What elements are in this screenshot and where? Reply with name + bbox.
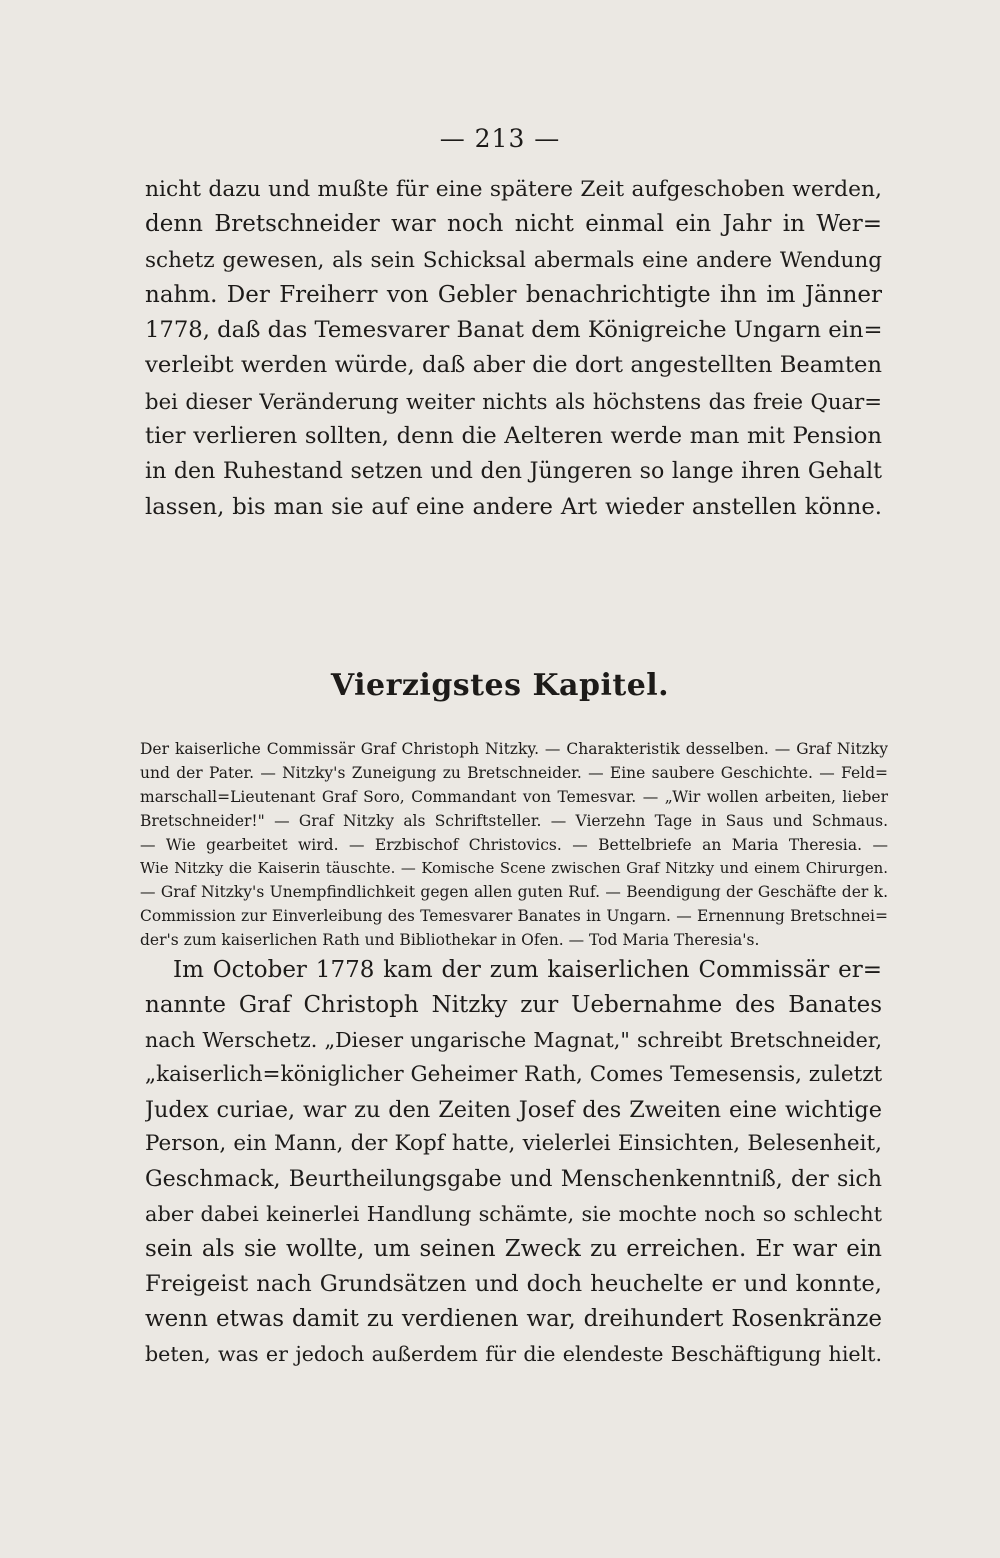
text-line: nach Werschetz. „Dieser ungarische Magnat," schreibt Bretschneider, xyxy=(145,1027,882,1052)
chapter-heading: Vierzigstes Kapitel. xyxy=(330,668,670,703)
page-number: — 213 — xyxy=(439,124,561,153)
chapter-summary xyxy=(140,738,888,953)
text-line: Im October 1778 kam der zum kaiserlichen Commissär er= xyxy=(173,957,882,983)
text-line: sein als sie wollte, um seinen Zweck zu erreichen. Er war ein xyxy=(145,1236,882,1263)
summary-line: der's zum kaiserlichen Rath und Bibliothekar in Ofen. — Tod Maria Theresia's. xyxy=(140,931,760,950)
text-line: in den Ruhestand setzen und den Jüngeren so lange ihren Gehalt xyxy=(145,458,882,485)
text-line: aber dabei keinerlei Handlung schämte, sie mochte noch so schlecht xyxy=(145,1202,882,1227)
text-line: bei dieser Veränderung weiter nichts als höchstens das freie Quar= xyxy=(145,388,882,414)
summary-line: und der Pater. — Nitzky's Zuneigung zu Bretschneider. — Eine saubere Geschichte. — Feld= xyxy=(140,763,888,782)
text-line: „kaiserlich=königlicher Geheimer Rath, Comes Temesensis, zuletzt xyxy=(145,1061,882,1087)
text-line: nicht dazu und mußte für eine spätere Zeit aufgeschoben werden, xyxy=(145,177,882,202)
summary-line: — Wie gearbeitet wird. — Erzbischof Christovics. — Bettelbriefe an Maria Theresia. — xyxy=(140,835,888,854)
text-line: Geschmack, Beurtheilungsgabe und Menschenkenntniß, der sich xyxy=(145,1166,882,1193)
text-line: nannte Graf Christoph Nitzky zur Uebernahme des Banates xyxy=(145,991,882,1018)
summary-line: Der kaiserliche Commissär Graf Christoph Nitzky. — Charakteristik desselben. — Graf Nitzky xyxy=(140,740,888,758)
text-line: schetz gewesen, als sein Schicksal abermals eine andere Wendung xyxy=(145,247,882,273)
text-line: nahm. Der Freiherr von Gebler benachrichtigte ihn im Jänner xyxy=(145,281,882,308)
text-line: 1778, daß das Temesvarer Banat dem Königreiche Ungarn ein= xyxy=(145,317,882,344)
paragraph-continued xyxy=(145,172,882,525)
chapter-body-paragraph xyxy=(145,953,882,1372)
summary-line: Commission zur Einverleibung des Temesvarer Banates in Ungarn. — Ernennung Bretschnei= xyxy=(140,907,888,926)
summary-line: — Graf Nitzky's Unempfindlichkeit gegen allen guten Ruf. — Beendigung der Geschäfte der k. xyxy=(140,883,888,902)
text-line: verleibt werden würde, daß aber die dort angestellten Beamten xyxy=(145,352,882,379)
text-line: denn Bretschneider war noch nicht einmal ein Jahr in Wer= xyxy=(145,211,882,238)
text-line: beten, was er jedoch außerdem für die elendeste Beschäftigung hielt. xyxy=(145,1341,882,1366)
text-line: Person, ein Mann, der Kopf hatte, vielerlei Einsichten, Belesenheit, xyxy=(145,1131,882,1157)
summary-line: marschall=Lieutenant Graf Soro, Commandant von Temesvar. — „Wir wollen arbeiten, lieber xyxy=(140,787,888,806)
text-line: lassen, bis man sie auf eine andere Art wieder anstellen könne. xyxy=(145,493,882,520)
text-line: Judex curiae, war zu den Zeiten Josef des Zweiten eine wichtige xyxy=(145,1096,882,1123)
text-line: tier verlieren sollten, denn die Aelteren werde man mit Pension xyxy=(145,423,882,450)
summary-line: Wie Nitzky die Kaiserin täuschte. — Komische Scene zwischen Graf Nitzky und einem Chirurgen. xyxy=(140,859,888,878)
summary-line: Bretschneider!" — Graf Nitzky als Schriftsteller. — Vierzehn Tage in Saus und Schmaus. xyxy=(140,811,888,830)
text-line: Freigeist nach Grundsätzen und doch heuchelte er und konnte, xyxy=(145,1271,882,1298)
text-line: wenn etwas damit zu verdienen war, dreihundert Rosenkränze xyxy=(145,1305,882,1332)
